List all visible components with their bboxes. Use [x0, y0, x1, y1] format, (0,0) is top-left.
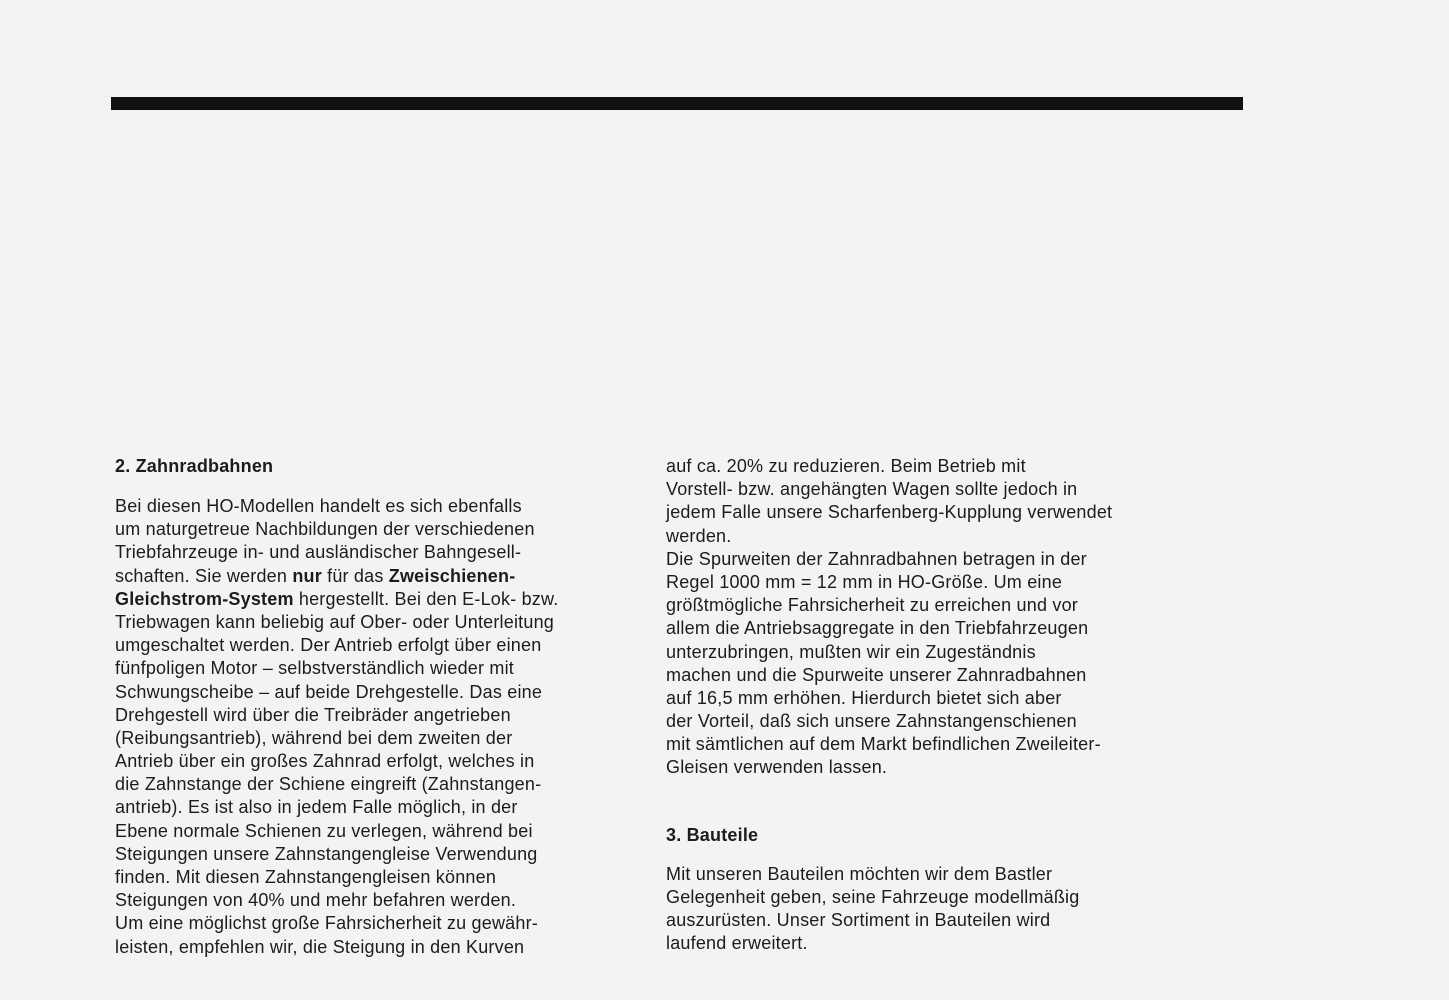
bold-nur: nur [292, 565, 322, 586]
text-line: mit sämtlichen auf dem Markt befindlichen Zweileiter- [666, 734, 1101, 755]
text-line: allem die Antriebsaggregate in den Triebfahrzeugen [666, 618, 1089, 639]
text-line: fünfpoligen Motor – selbstverständlich wieder mit [115, 658, 514, 679]
text-line: Gelegenheit geben, seine Fahrzeuge modellmäßig [666, 886, 1080, 907]
text-run: schaften. Sie werden [115, 565, 293, 586]
text-line: auf 16,5 mm erhöhen. Hierdurch bietet sich aber [666, 687, 1062, 708]
top-rule [111, 97, 1243, 110]
text-line: Um eine möglichst große Fahrsicherheit zu gewähr- [115, 913, 538, 934]
text-line: unterzubringen, mußten wir ein Zugeständnis [666, 641, 1036, 662]
text-line: der Vorteil, daß sich unsere Zahnstangenschienen [666, 711, 1077, 732]
text-line: Vorstell- bzw. angehängten Wagen sollte jedoch in [666, 479, 1078, 500]
text-line: Die Spurweiten der Zahnradbahnen betragen in der [666, 548, 1087, 569]
text-line-emphasis [115, 565, 625, 588]
text-line: auf ca. 20% zu reduzieren. Beim Betrieb mit [666, 456, 1026, 476]
text-line: Steigungen von 40% und mehr befahren werden. [115, 890, 517, 911]
text-line: finden. Mit diesen Zahnstangengleisen können [115, 867, 497, 887]
text-line: auszurüsten. Unser Sortiment in Bauteilen wird [666, 910, 1051, 930]
text-line: um naturgetreue Nachbildungen der verschiedenen [115, 519, 535, 540]
text-line: Mit unseren Bauteilen möchten wir dem Bastler [666, 863, 1053, 884]
text-line: die Zahnstange der Schiene eingreift (Zahnstangen- [115, 774, 542, 795]
text-line: Ebene normale Schienen zu verlegen, während bei [115, 820, 533, 841]
left-column [115, 455, 625, 959]
section-heading-bauteile: 3. Bauteile [666, 824, 759, 845]
text-line: Triebfahrzeuge in- und ausländischer Bahngesell- [115, 542, 522, 563]
text-line: jedem Falle unsere Scharfenberg-Kupplung verwendet [666, 502, 1113, 523]
text-line: Gleisen verwenden lassen. [666, 757, 888, 778]
right-column [666, 455, 1186, 955]
text-line: leisten, empfehlen wir, die Steigung in den Kurven [115, 936, 525, 957]
text-line: laufend erweitert. [666, 933, 808, 954]
text-line: umgeschaltet werden. Der Antrieb erfolgt über einen [115, 635, 542, 656]
text-line: größtmögliche Fahrsicherheit zu erreichen und vor [666, 595, 1078, 616]
bold-zweischienen: Zweischienen- [388, 565, 516, 586]
text-line: Steigungen unsere Zahnstangengleise Verwendung [115, 843, 538, 864]
text-line: Triebwagen kann beliebig auf Ober- oder Unterleitung [115, 611, 554, 632]
text-line-emphasis [115, 588, 625, 611]
text-line: (Reibungsantrieb), während bei dem zweiten der [115, 727, 513, 748]
text-run: für das [321, 565, 389, 586]
paragraph-bauteile [666, 863, 1186, 956]
text-line: Antrieb über ein großes Zahnrad erfolgt, welches in [115, 751, 535, 772]
section-spacer [666, 780, 1186, 824]
paragraph-zahnradbahnen [115, 495, 625, 959]
text-line: werden. [666, 525, 732, 546]
text-line: machen und die Spurweite unserer Zahnradbahnen [666, 664, 1087, 685]
text-run: hergestellt. Bei den E-Lok- bzw. [293, 588, 559, 609]
text-line: antrieb). Es ist also in jedem Falle möglich, in der [115, 797, 518, 818]
text-line: Bei diesen HO-Modellen handelt es sich ebenfalls [115, 496, 522, 516]
paragraph-zahnradbahnen-continued [666, 455, 1186, 780]
text-line: Drehgestell wird über die Treibräder angetrieben [115, 704, 511, 725]
text-line: Regel 1000 mm = 12 mm in HO-Größe. Um eine [666, 571, 1063, 592]
bold-gleichstrom-system: Gleichstrom-System [115, 588, 294, 609]
text-line: Schwungscheibe – auf beide Drehgestelle. Das eine [115, 681, 543, 702]
section-heading-zahnradbahnen: 2. Zahnradbahnen [115, 456, 274, 476]
